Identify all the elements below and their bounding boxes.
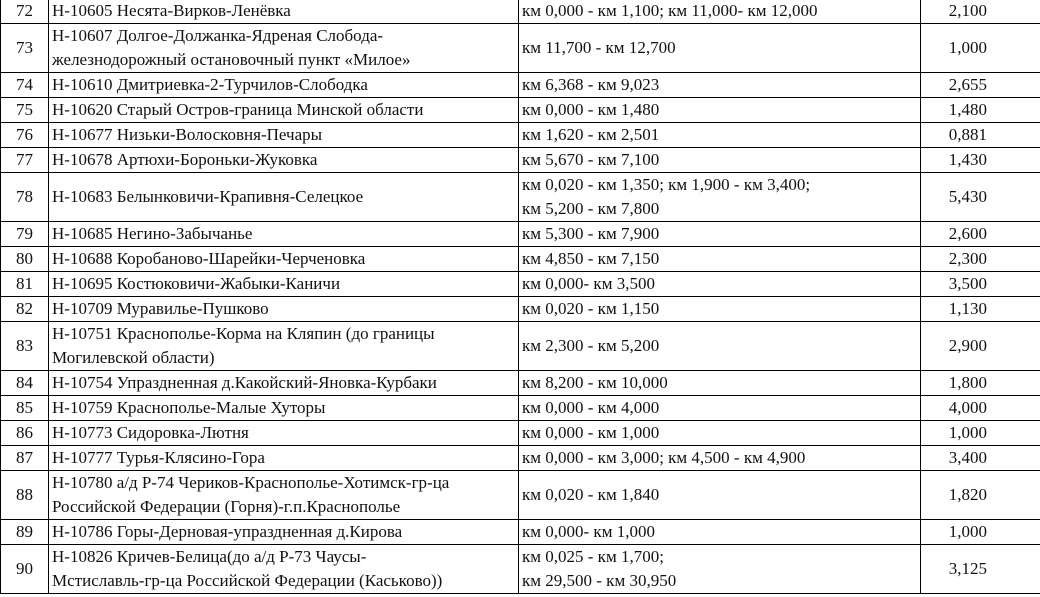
length-km-cell: 1,820	[921, 471, 1040, 520]
table-row	[1, 73, 1040, 98]
table-row	[1, 272, 1040, 297]
road-name-line: Н-10786 Горы-Дерновая-упраздненная д.Кирова	[52, 522, 403, 541]
road-name-cell	[49, 297, 519, 322]
road-name-cell	[49, 520, 519, 545]
km-range-line: км 0,020 - км 1,150	[522, 299, 660, 318]
km-range-cell	[519, 545, 921, 594]
row-number-cell: 80	[1, 247, 49, 272]
length-km-cell: 1,800	[921, 371, 1040, 396]
km-range-line: км 0,000 - км 3,000; км 4,500 - км 4,900	[522, 448, 806, 467]
length-km-cell: 0,881	[921, 123, 1040, 148]
road-name-cell	[49, 123, 519, 148]
road-name-line: Н-10607 Долгое-Должанка-Ядреная Слобода-	[52, 26, 384, 45]
road-name-line: Н-10777 Турья-Клясино-Гора	[52, 448, 265, 467]
km-range-cell	[519, 396, 921, 421]
km-range-line: км 0,000- км 3,500	[522, 274, 655, 293]
km-range-cell	[519, 24, 921, 73]
road-name-cell	[49, 73, 519, 98]
km-range-line: км 29,500 - км 30,950	[522, 571, 677, 590]
row-number-cell: 87	[1, 446, 49, 471]
length-km-cell: 5,430	[921, 173, 1040, 222]
road-name-cell	[49, 421, 519, 446]
road-name-line: Н-10683 Белынковичи-Крапивня-Селецкое	[52, 187, 364, 206]
table-row	[1, 421, 1040, 446]
roads-table-body	[1, 0, 1040, 594]
road-name-cell	[49, 247, 519, 272]
km-range-cell	[519, 173, 921, 222]
km-range-line: км 0,020 - км 1,840	[522, 485, 660, 504]
length-km-cell: 2,300	[921, 247, 1040, 272]
table-row	[1, 98, 1040, 123]
row-number-cell: 89	[1, 520, 49, 545]
length-km-cell: 1,480	[921, 98, 1040, 123]
length-km-cell: 2,900	[921, 322, 1040, 371]
length-km-cell: 3,400	[921, 446, 1040, 471]
row-number-cell: 82	[1, 297, 49, 322]
road-name-line: Н-10751 Краснополье-Корма на Кляпин (до границы	[52, 324, 435, 343]
road-name-line: Н-10678 Артюхи-Бороньки-Жуковка	[52, 150, 318, 169]
table-row	[1, 123, 1040, 148]
km-range-line: км 2,300 - км 5,200	[522, 336, 660, 355]
length-km-cell: 2,100	[921, 0, 1040, 24]
length-km-cell: 1,000	[921, 24, 1040, 73]
km-range-cell	[519, 272, 921, 297]
row-number-cell: 90	[1, 545, 49, 594]
road-name-cell	[49, 148, 519, 173]
km-range-cell	[519, 247, 921, 272]
length-km-cell: 4,000	[921, 396, 1040, 421]
km-range-line: км 5,300 - км 7,900	[522, 224, 660, 243]
table-row	[1, 396, 1040, 421]
road-name-line: Н-10773 Сидоровка-Лютня	[52, 423, 249, 442]
km-range-cell	[519, 297, 921, 322]
km-range-line: км 1,620 - км 2,501	[522, 125, 660, 144]
road-name-cell	[49, 173, 519, 222]
road-name-line: Н-10695 Костюковичи-Жабыки-Каничи	[52, 274, 341, 293]
length-km-cell: 1,000	[921, 520, 1040, 545]
km-range-line: км 0,025 - км 1,700;	[522, 547, 664, 566]
table-row	[1, 222, 1040, 247]
table-row	[1, 297, 1040, 322]
road-name-line: Н-10826 Кричев-Белица(до а/д Р-73 Чаусы-	[52, 547, 367, 566]
length-km-cell: 1,430	[921, 148, 1040, 173]
km-range-line: км 0,000 - км 1,100; км 11,000- км 12,000	[522, 1, 818, 20]
row-number-cell: 75	[1, 98, 49, 123]
road-name-line: Н-10610 Дмитриевка-2-Турчилов-Слободка	[52, 75, 368, 94]
length-km-cell: 1,130	[921, 297, 1040, 322]
row-number-cell: 78	[1, 173, 49, 222]
table-row	[1, 371, 1040, 396]
km-range-line: км 0,000- км 1,000	[522, 522, 655, 541]
table-row	[1, 545, 1040, 594]
road-name-cell	[49, 272, 519, 297]
road-name-line: Н-10605 Несята-Вирков-Ленёвка	[52, 1, 291, 20]
row-number-cell: 72	[1, 0, 49, 24]
km-range-line: км 4,850 - км 7,150	[522, 249, 660, 268]
row-number-cell: 85	[1, 396, 49, 421]
table-row	[1, 173, 1040, 222]
road-name-cell	[49, 545, 519, 594]
row-number-cell: 74	[1, 73, 49, 98]
road-name-line: Мстиславль-гр-ца Российской Федерации (Каськово))	[52, 571, 443, 590]
length-km-cell: 3,500	[921, 272, 1040, 297]
row-number-cell: 77	[1, 148, 49, 173]
table-row	[1, 520, 1040, 545]
road-name-cell	[49, 222, 519, 247]
km-range-line: км 0,000 - км 1,480	[522, 100, 660, 119]
row-number-cell: 79	[1, 222, 49, 247]
length-km-cell: 1,000	[921, 421, 1040, 446]
length-km-cell: 2,655	[921, 73, 1040, 98]
km-range-line: км 0,000 - км 4,000	[522, 398, 660, 417]
km-range-cell	[519, 371, 921, 396]
km-range-line: км 0,020 - км 1,350; км 1,900 - км 3,400;	[522, 175, 811, 194]
road-name-cell	[49, 322, 519, 371]
km-range-cell	[519, 446, 921, 471]
km-range-line: км 5,200 - км 7,800	[522, 199, 660, 218]
km-range-line: км 8,200 - км 10,000	[522, 373, 668, 392]
road-name-line: Н-10780 а/д Р-74 Чериков-Краснополье-Хотимск-гр-ца	[52, 473, 450, 492]
road-name-line: Н-10688 Коробаново-Шарейки-Черченовка	[52, 249, 366, 268]
road-name-cell	[49, 446, 519, 471]
road-name-cell	[49, 471, 519, 520]
km-range-line: км 5,670 - км 7,100	[522, 150, 660, 169]
road-name-line: Н-10685 Негино-Забычанье	[52, 224, 253, 243]
row-number-cell: 76	[1, 123, 49, 148]
row-number-cell: 81	[1, 272, 49, 297]
row-number-cell: 73	[1, 24, 49, 73]
km-range-cell	[519, 322, 921, 371]
road-name-cell	[49, 24, 519, 73]
road-name-line: железнодорожный остановочный пункт «Милое»	[52, 50, 411, 69]
km-range-line: км 11,700 - км 12,700	[522, 38, 676, 57]
km-range-cell	[519, 0, 921, 24]
km-range-cell	[519, 471, 921, 520]
table-row	[1, 0, 1040, 24]
km-range-cell	[519, 123, 921, 148]
row-number-cell: 84	[1, 371, 49, 396]
row-number-cell: 83	[1, 322, 49, 371]
km-range-cell	[519, 520, 921, 545]
road-name-line: Н-10754 Упраздненная д.Какойский-Яновка-Курбаки	[52, 373, 437, 392]
km-range-cell	[519, 98, 921, 123]
road-name-line: Н-10677 Низьки-Волосковня-Печары	[52, 125, 323, 144]
length-km-cell: 3,125	[921, 545, 1040, 594]
road-name-cell	[49, 371, 519, 396]
km-range-line: км 0,000 - км 1,000	[522, 423, 660, 442]
km-range-cell	[519, 148, 921, 173]
row-number-cell: 88	[1, 471, 49, 520]
length-km-cell: 2,600	[921, 222, 1040, 247]
road-name-line: Н-10759 Краснополье-Малые Хуторы	[52, 398, 326, 417]
km-range-line: км 6,368 - км 9,023	[522, 75, 660, 94]
road-name-cell	[49, 0, 519, 24]
road-name-cell	[49, 98, 519, 123]
table-row	[1, 247, 1040, 272]
road-name-line: Российской Федерации (Горня)-г.п.Краснополье	[52, 497, 401, 516]
table-row	[1, 24, 1040, 73]
table-row	[1, 446, 1040, 471]
road-name-line: Могилевской области)	[52, 348, 215, 367]
table-row	[1, 322, 1040, 371]
km-range-cell	[519, 421, 921, 446]
road-name-line: Н-10709 Муравилье-Пушково	[52, 299, 269, 318]
km-range-cell	[519, 73, 921, 98]
row-number-cell: 86	[1, 421, 49, 446]
road-name-line: Н-10620 Старый Остров-граница Минской области	[52, 100, 424, 119]
road-name-cell	[49, 396, 519, 421]
table-row	[1, 471, 1040, 520]
table-row	[1, 148, 1040, 173]
km-range-cell	[519, 222, 921, 247]
